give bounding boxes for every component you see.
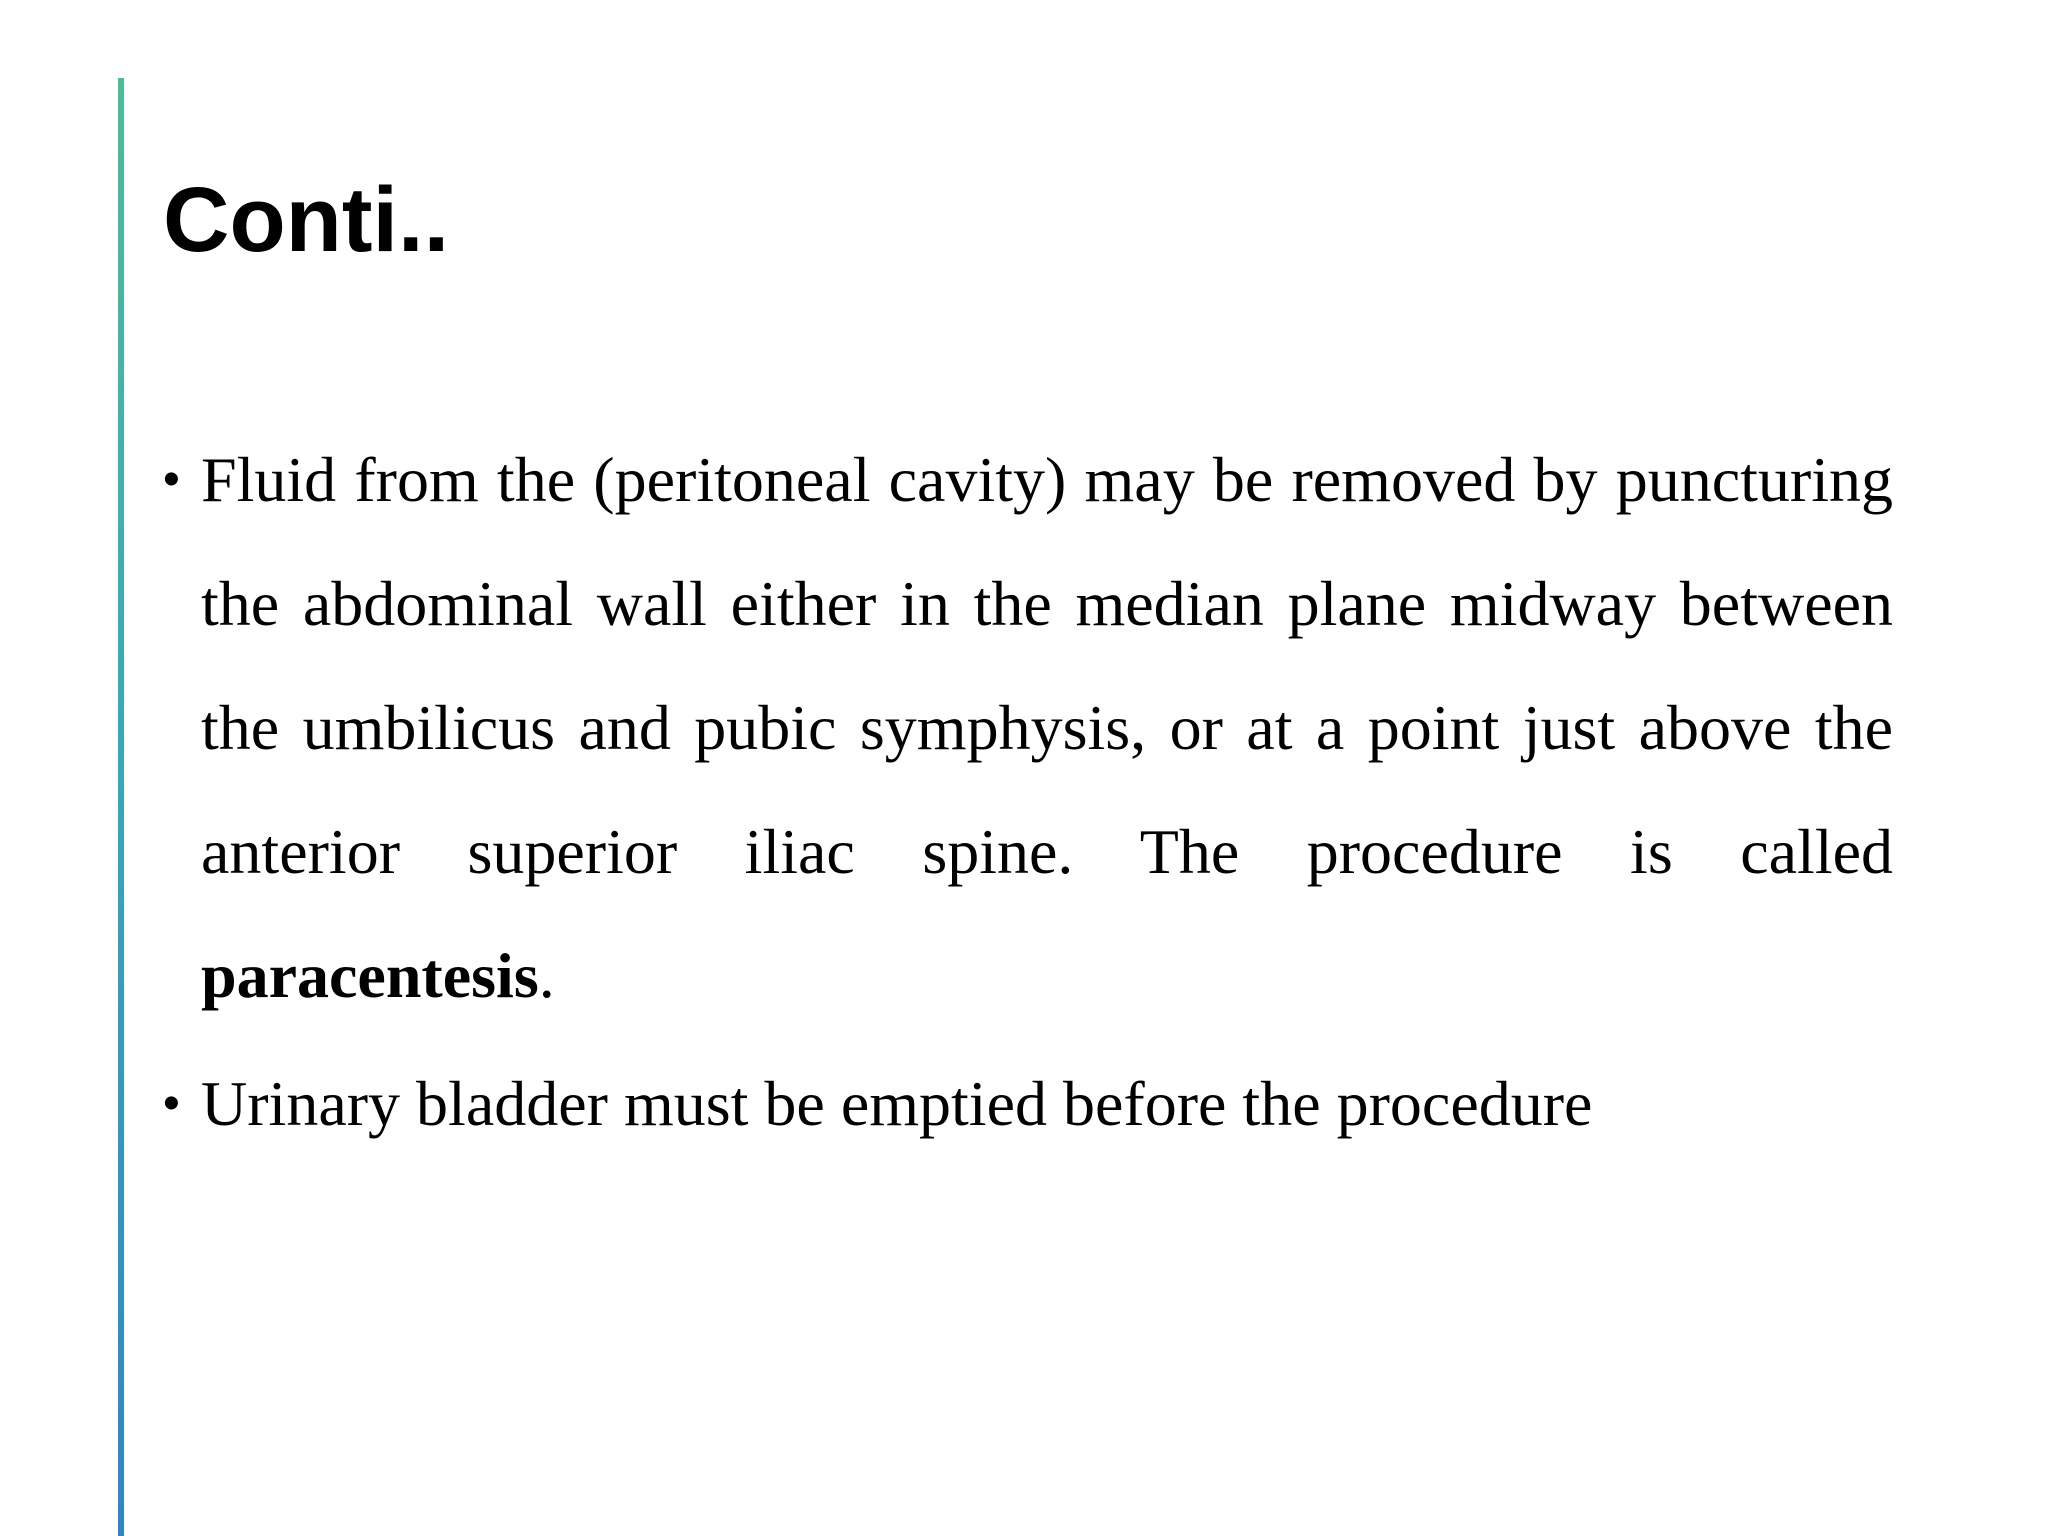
bullet-text-end: .: [538, 940, 555, 1011]
bullet-item-paracentesis: [163, 418, 1893, 1038]
bullet-list: [163, 418, 1893, 1170]
bullet-text: Urinary bladder must be emptied before the procedure: [201, 1068, 1593, 1139]
bullet-icon: •: [163, 1077, 180, 1130]
accent-bar: [118, 78, 124, 1536]
bullet-text: Fluid from the (peritoneal cavity) may be removed by puncturing the abdominal wall either in the median plane midway between the umbilicus and pubic symphysis, or at a point just above the anterior superior iliac spine. The procedure is called: [201, 444, 1893, 887]
bold-term: paracentesis: [201, 940, 539, 1011]
bullet-icon: •: [163, 453, 180, 506]
bullet-item-bladder: [163, 1042, 1893, 1166]
slide-title: Conti..: [163, 169, 450, 271]
